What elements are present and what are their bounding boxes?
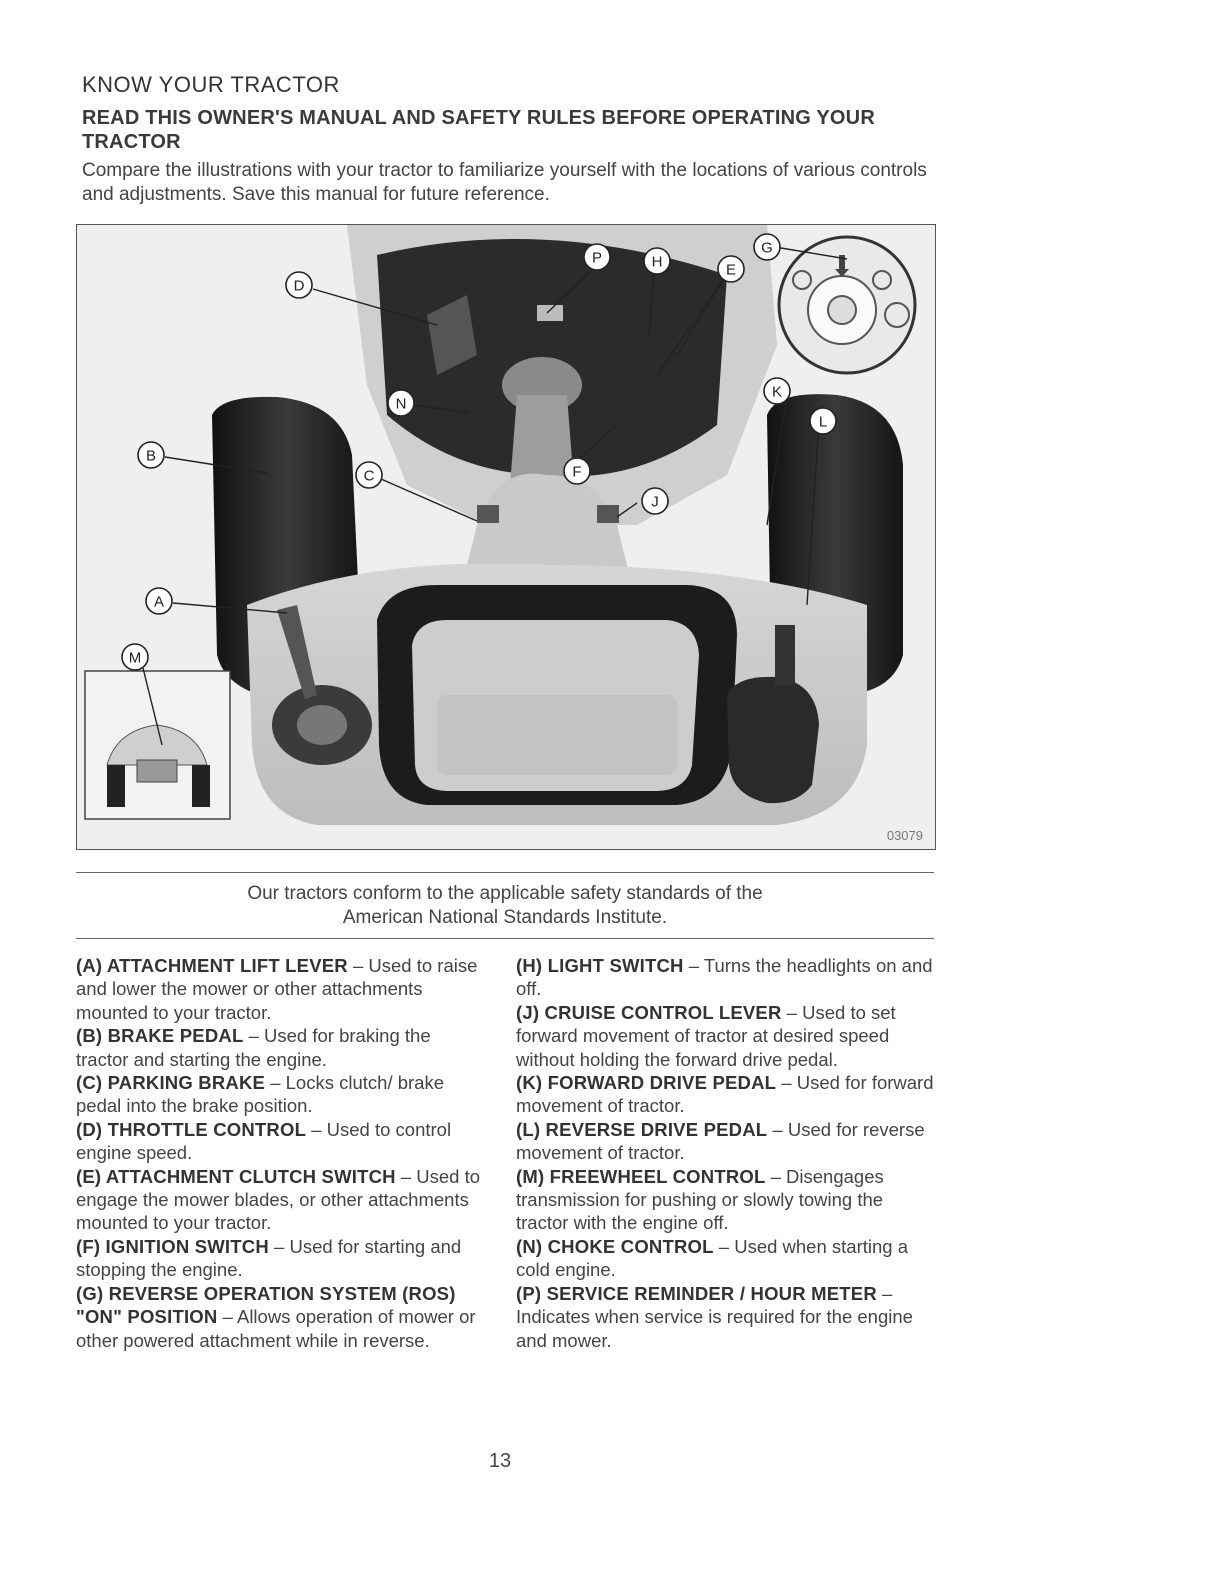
control-desc: – Used when starting a cold engine. [516, 1235, 908, 1281]
standards-line-1: Our tractors conform to the applicable safety standards of the [247, 883, 763, 904]
callout-j-label: J [651, 493, 659, 511]
figure-code: 03079 [886, 828, 923, 843]
tractor-controls-illustration [76, 224, 936, 850]
callout-n-label: N [395, 395, 407, 413]
control-term: (D) THROTTLE CONTROL [76, 1118, 307, 1140]
control-entry-a [76, 954, 486, 1024]
controls-list-left [76, 954, 486, 1352]
callout-f-label: F [572, 463, 582, 481]
control-term: (J) CRUISE CONTROL LEVER [516, 1001, 782, 1023]
control-term: (C) PARKING BRAKE [76, 1072, 266, 1094]
page-title: KNOW YOUR TRACTOR [82, 72, 340, 97]
standards-line-2: American National Standards Institute. [342, 907, 668, 928]
control-desc: – Used for braking the tractor and starting the engine. [76, 1025, 431, 1070]
control-term: (M) FREEWHEEL CONTROL [516, 1165, 766, 1187]
callout-p-label: P [591, 249, 603, 267]
control-entry-c [76, 1071, 486, 1118]
callout-m-label: M [128, 649, 142, 667]
control-entry-b [76, 1024, 486, 1071]
control-entry-j [516, 1001, 934, 1071]
page-number: 13 [488, 1450, 512, 1472]
callout-d-label: D [293, 277, 305, 295]
control-term: (K) FORWARD DRIVE PEDAL [516, 1072, 777, 1094]
control-term: (L) REVERSE DRIVE PEDAL [516, 1118, 768, 1140]
control-term: (A) ATTACHMENT LIFT LEVER [76, 955, 348, 976]
callout-k-label: K [771, 383, 783, 401]
control-term: (G) REVERSE OPERATION SYSTEM (ROS) "ON" POSITION [76, 1282, 456, 1328]
control-desc: – Disengages transmission for pushing or slowly towing the tractor with the engine off. [516, 1165, 884, 1234]
control-entry-n [516, 1235, 934, 1282]
control-entry-h [516, 954, 934, 1001]
control-desc: – Used to raise and lower the mower or other attachments mounted to your tractor. [76, 955, 478, 1023]
control-entry-e [76, 1165, 486, 1235]
control-entry-d [76, 1118, 486, 1165]
safety-heading: READ THIS OWNER'S MANUAL AND SAFETY RULES BEFORE OPERATING YOUR TRACTOR [82, 107, 875, 153]
control-term: (E) ATTACHMENT CLUTCH SWITCH [76, 1165, 396, 1187]
callout-l-label: L [818, 413, 828, 431]
callout-labels [77, 225, 935, 849]
callout-b-label: B [145, 447, 157, 465]
control-desc: – Used for reverse movement of tractor. [516, 1118, 925, 1164]
divider-top [76, 872, 934, 873]
controls-list-right [516, 954, 934, 1352]
control-desc: – Used for starting and stopping the engine. [76, 1235, 462, 1281]
control-desc: – Used to set forward movement of tractor at desired speed without holding the forward drive pedal. [516, 1001, 896, 1070]
callout-g-label: G [761, 239, 773, 257]
control-desc: – Locks clutch/ brake pedal into the brake position. [76, 1072, 444, 1117]
control-entry-f [76, 1235, 486, 1282]
control-entry-g [76, 1282, 486, 1352]
control-entry-m [516, 1165, 934, 1235]
control-desc: – Allows operation of mower or other powered attachment while in reverse. [76, 1306, 476, 1351]
control-term: (N) CHOKE CONTROL [516, 1235, 714, 1257]
control-desc: – Turns the headlights on and off. [516, 955, 933, 1000]
control-term: (F) IGNITION SWITCH [76, 1235, 269, 1257]
control-entry-p [516, 1282, 934, 1352]
intro-paragraph: Compare the illustrations with your tractor to familiarize yourself with the locations of various controls and adjustments. Save this manual for future reference. [82, 160, 927, 205]
divider-bottom [76, 938, 934, 939]
control-term: (B) BRAKE PEDAL [76, 1025, 244, 1047]
control-desc: – Used for forward movement of tractor. [516, 1072, 934, 1117]
standards-note [76, 882, 934, 930]
control-desc: – Used to control engine speed. [76, 1118, 452, 1164]
callout-a-label: A [153, 593, 165, 611]
control-term: (P) SERVICE REMINDER / HOUR METER [516, 1282, 877, 1304]
control-entry-k [516, 1071, 934, 1118]
control-term: (H) LIGHT SWITCH [516, 955, 684, 976]
control-desc: – Used to engage the mower blades, or other attachments mounted to your tractor. [76, 1165, 481, 1234]
callout-e-label: E [725, 261, 737, 279]
control-entry-l [516, 1118, 934, 1165]
callout-c-label: C [363, 467, 375, 485]
control-desc: – Indicates when service is required for the engine and mower. [516, 1282, 913, 1351]
callout-h-label: H [651, 253, 663, 271]
